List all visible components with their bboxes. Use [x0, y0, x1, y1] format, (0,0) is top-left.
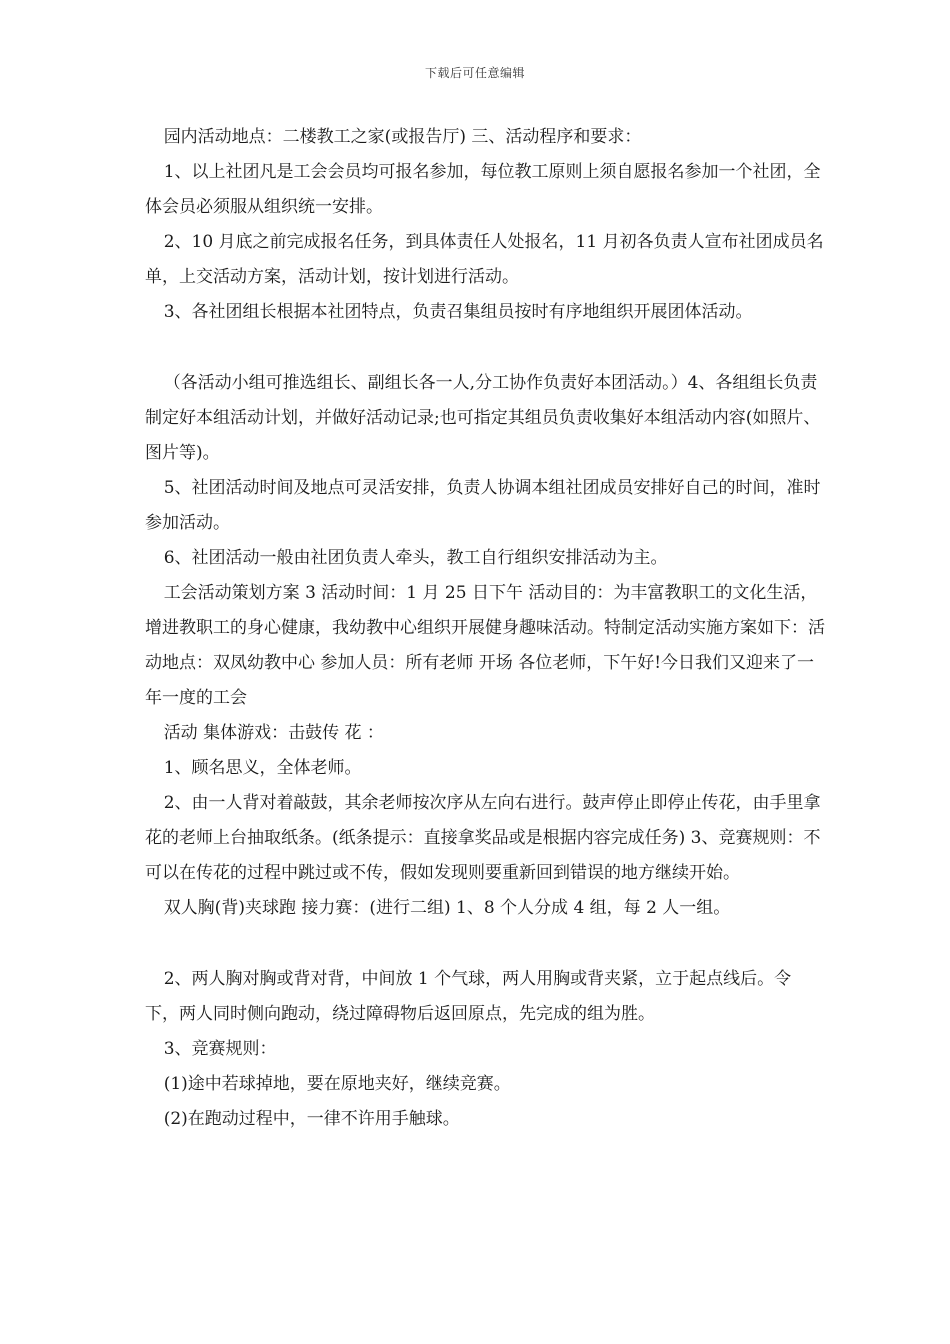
paragraph-relay-rule-1: (1)途中若球掉地，要在原地夹好，继续竞赛。 [163, 1074, 511, 1094]
document-body [145, 120, 825, 1137]
page-header: 下载后可任意编辑 [424, 66, 525, 80]
paragraph-plan-3: 工会活动策划方案 3 活动时间：1 月 25 日下午 活动目的：为丰富教职工的文化生活，增进教职工的身心健康，我幼教中心组织开展健身趣味活动。特制定活动实施方案如下：活动地点：双凤幼教中心 参加人员：所有老师 开场 各位老师，下午好!今日我们又迎来了一年一度的工会 [145, 583, 825, 708]
paragraph-rule-2: 2、10 月底之前完成报名任务，到具体责任人处报名，11 月初各负责人宣布社团成员名单，上交活动方案，活动计划，按计划进行活动。 [145, 232, 824, 287]
paragraph-rule-6: 6、社团活动一般由社团负责人牵头，教工自行组织安排活动为主。 [163, 548, 668, 568]
paragraph-rule-3: 3、各社团组长根据本社团特点，负责召集组员按时有序地组织开展团体活动。 [163, 302, 753, 322]
paragraph-relay-title: 双人胸(背)夹球跑 接力赛：(进行二组) 1、8 个人分成 4 组，每 2 人一组。 [163, 898, 731, 918]
paragraph-game-title: 活动 集体游戏：击鼓传 花 ： [163, 723, 384, 743]
paragraph-relay-2: 2、两人胸对胸或背对背，中间放 1 个气球，两人用胸或背夹紧，立于起点线后。令下，两人同时侧向跑动，绕过障碍物后返回原点，先完成的组为胜。 [145, 969, 792, 1024]
paragraph-rule-5: 5、社团活动时间及地点可灵活安排，负责人协调本组社团成员安排好自己的时间，准时参加活动。 [145, 478, 821, 533]
paragraph-location: 园内活动地点：二楼教工之家(或报告厅) 三、活动程序和要求： [163, 127, 642, 147]
paragraph-gap [145, 330, 825, 366]
paragraph-gap [145, 926, 825, 962]
paragraph-rule-4: （各活动小组可推选组长、副组长各一人,分工协作负责好本团活动。）4、各组组长负责制定好本组活动计划，并做好活动记录;也可指定其组员负责收集好本组活动内容(如照片、图片等)。 [145, 373, 821, 463]
paragraph-rule-1: 1、以上社团凡是工会会员均可报名参加，每位教工原则上须自愿报名参加一个社团，全体会员必须服从组织统一安排。 [145, 162, 821, 217]
paragraph-game-1: 1、顾名思义，全体老师。 [163, 758, 362, 778]
paragraph-relay-rule-2: (2)在跑动过程中，一律不许用手触球。 [163, 1109, 460, 1129]
paragraph-game-2: 2、由一人背对着敲鼓，其余老师按次序从左向右进行。鼓声停止即停止传花，由手里拿花的老师上台抽取纸条。(纸条提示：直接拿奖品或是根据内容完成任务) 3、竞赛规则：不可以在传花的过程中跳过或不传，假如发现则要重新回到错误的地方继续开始。 [145, 793, 821, 883]
paragraph-relay-rules: 3、竞赛规则： [163, 1039, 277, 1059]
